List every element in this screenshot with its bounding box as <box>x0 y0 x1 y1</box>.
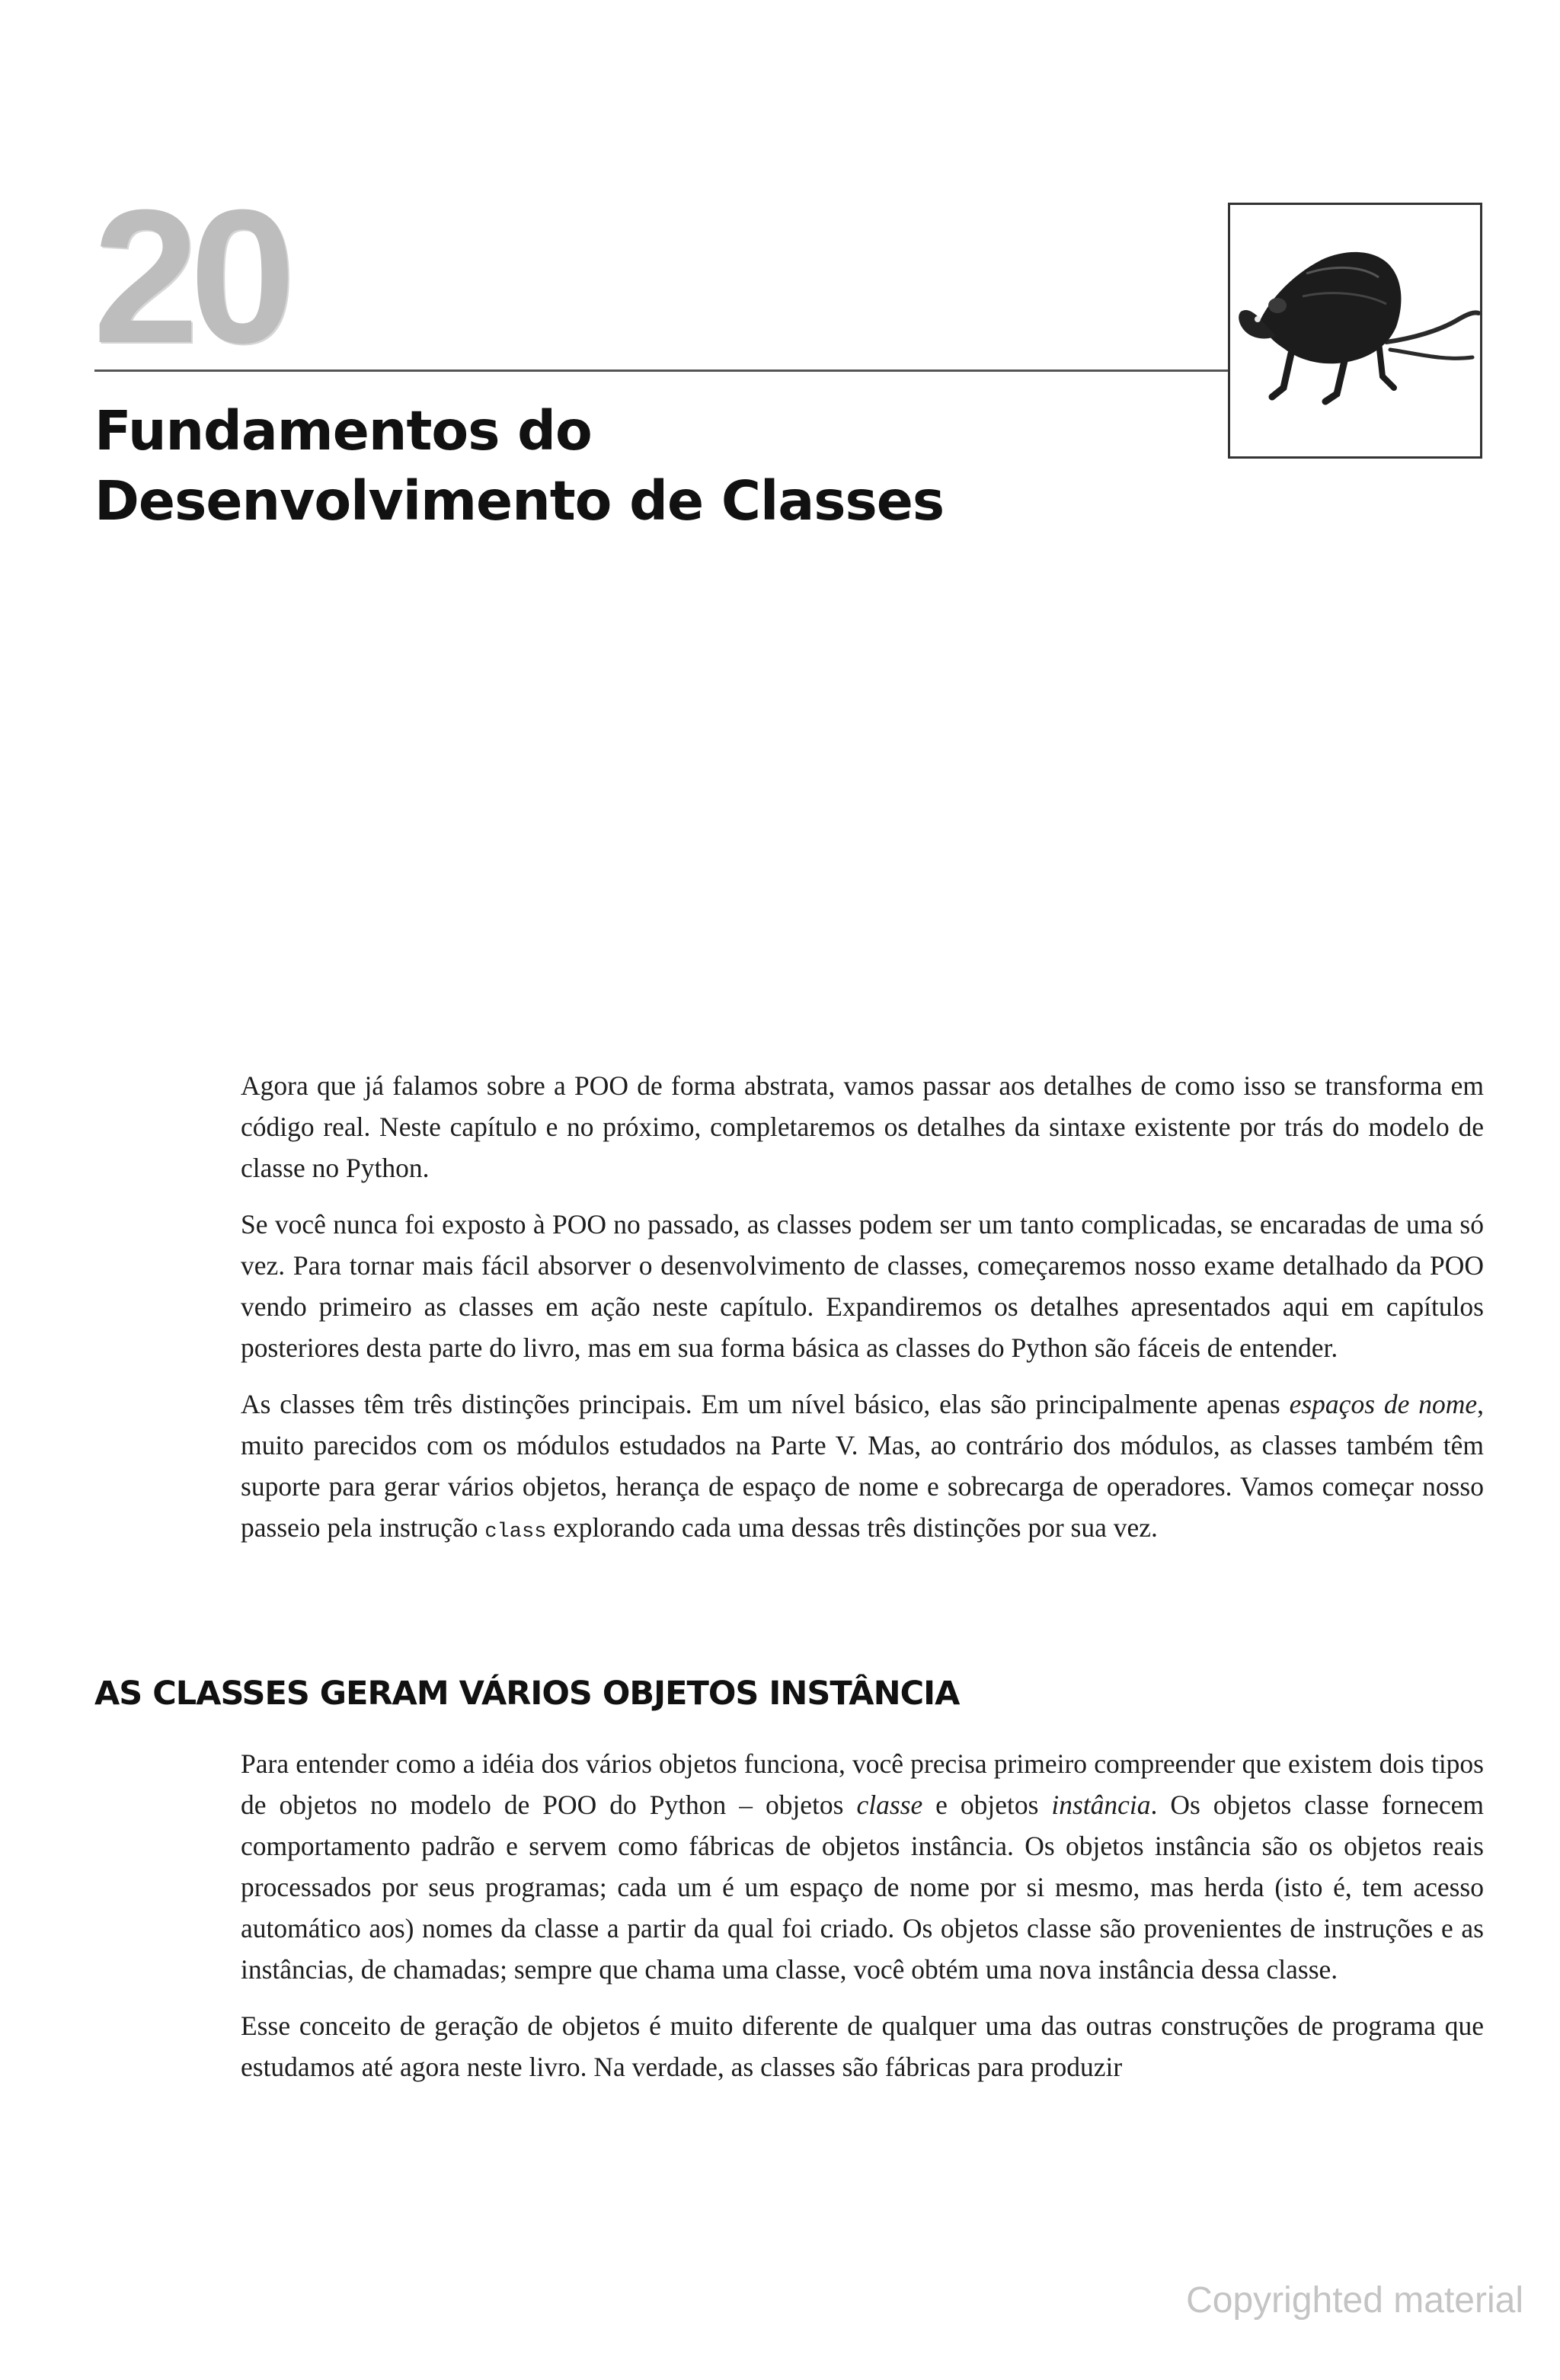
section-p1-text-b: e objetos <box>922 1790 1052 1820</box>
intro-p3-text-c: explorando cada uma dessas três distinções por sua vez. <box>546 1512 1158 1543</box>
copyright-watermark: Copyrighted material <box>1186 2280 1523 2321</box>
section-p1-text-c: . Os objetos classe fornecem comportamento padrão e servem como fábricas de objetos instância. Os objetos instância são os objetos reais processados por seus programas; cada um é um espaço de nome por si mesmo, mas herda (isto é, tem acesso automático aos) nomes da classe a partir da qual foi criado. Os objetos classe são provenientes de instruções e as instâncias, de chamadas; sempre que chama uma classe, você obtém uma nova instância dessa classe. <box>241 1790 1485 1985</box>
section-paragraph-2: Esse conceito de geração de objetos é muito diferente de qualquer uma das outras construções de programa que estudamos até agora neste livro. Na verdade, as classes são fábricas para produzir <box>241 2011 1484 2082</box>
section-heading: AS CLASSES GERAM VÁRIOS OBJETOS INSTÂNCIA <box>94 1675 960 1713</box>
intro-paragraph-3 <box>241 1384 1484 1553</box>
intro-paragraph-1: Agora que já falamos sobre a POO de forma abstrata, vamos passar aos detalhes de como isso se transforma em código real. Neste capítulo e no próximo, completaremos os detalhes da sintaxe existente por trás do modelo de classe no Python. <box>241 1070 1484 1183</box>
chapter-number: 20 <box>93 170 287 382</box>
chapter-title-line-1: Fundamentos do <box>94 399 592 462</box>
section-paragraph-1 <box>241 1743 1484 1990</box>
intro-body <box>241 1065 1484 1568</box>
section-p1-emphasis-1: classe <box>856 1790 923 1820</box>
chapter-title <box>94 396 944 536</box>
intro-p3-emphasis: espaços de nome <box>1289 1389 1478 1419</box>
intro-p3-text-b: , muito parecidos com os módulos estudados na Parte V. Mas, ao contrário dos módulos, as classes também têm suporte para gerar vários objetos, herança de espaço de nome e sobrecarga de operadores. Vamos começar nosso passeio pela instrução <box>241 1389 1484 1543</box>
intro-p3-code: class <box>484 1521 547 1543</box>
section-p1-emphasis-2: instância <box>1051 1790 1151 1820</box>
chapter-illustration <box>1228 203 1482 459</box>
intro-paragraph-2: Se você nunca foi exposto à POO no passado, as classes podem ser um tanto complicadas, se encaradas de uma só vez. Para tornar mais fácil absorver o desenvolvimento de classes, começaremos nosso exame detalhado da POO vendo primeiro as classes em ação neste capítulo. Expandiremos os detalhes apresentados aqui em capítulos posteriores desta parte do livro, mas em sua forma básica as classes do Python são fáceis de entender. <box>241 1209 1484 1363</box>
rat-icon <box>1230 205 1480 456</box>
chapter-divider <box>94 369 1229 372</box>
section-p1-text-a: Para entender como a idéia dos vários objetos funciona, você precisa primeiro compreender que existem dois tipos de objetos no modelo de POO do Python – objetos <box>241 1748 1484 1820</box>
chapter-title-line-2: Desenvolvimento de Classes <box>94 469 945 533</box>
section-body <box>241 1743 1484 2103</box>
intro-p3-text-a: As classes têm três distinções principais. Em um nível básico, elas são principalmente apenas <box>241 1389 1290 1419</box>
